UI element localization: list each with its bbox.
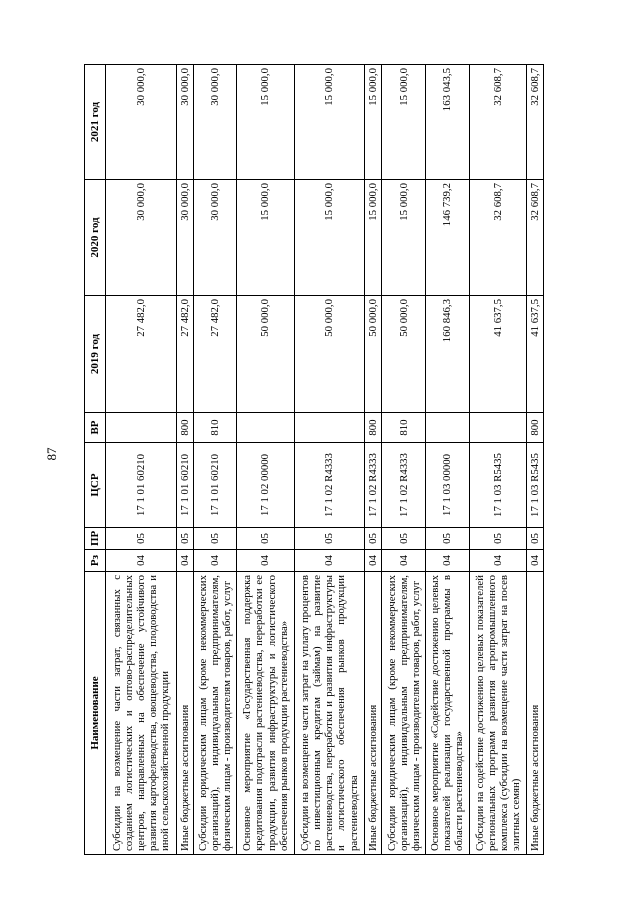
table-row	[193, 65, 237, 855]
budget-table	[84, 64, 544, 855]
table-row	[176, 65, 193, 855]
table-row	[426, 65, 470, 855]
cell-name: Иные бюджетные ассигнования	[527, 572, 544, 855]
cell-2019: 50 000,0	[237, 296, 294, 413]
cell-csr: 17 1 03 R5435	[469, 443, 526, 528]
cell-csr: 17 1 01 60210	[193, 443, 237, 528]
cell-2020: 30 000,0	[193, 180, 237, 296]
cell-2020: 15 000,0	[237, 180, 294, 296]
cell-csr: 17 1 02 R4333	[294, 443, 365, 528]
cell-vr: 800	[176, 413, 193, 443]
cell-vr: 810	[193, 413, 237, 443]
cell-2019: 27 482,0	[106, 296, 177, 413]
cell-name: Основное мероприятие «Содействие достижению целевых показателей реализации государственной программы в области растениеводства»	[426, 572, 470, 855]
header-pr: ПР	[85, 528, 106, 550]
cell-pr: 05	[469, 528, 526, 550]
cell-2019: 41 637,5	[527, 296, 544, 413]
cell-pr: 05	[382, 528, 426, 550]
cell-name: Иные бюджетные ассигнования	[176, 572, 193, 855]
table-row	[382, 65, 426, 855]
cell-pr: 05	[365, 528, 382, 550]
cell-2020: 30 000,0	[176, 180, 193, 296]
cell-rz: 04	[382, 550, 426, 572]
cell-2021: 32 608,7	[469, 65, 526, 180]
header-name: Наименование	[85, 572, 106, 855]
cell-2021: 30 000,0	[106, 65, 177, 180]
cell-pr: 05	[294, 528, 365, 550]
table-row	[237, 65, 294, 855]
cell-2019: 27 482,0	[193, 296, 237, 413]
cell-2021: 15 000,0	[382, 65, 426, 180]
cell-csr: 17 1 03 R5435	[527, 443, 544, 528]
cell-2021: 163 043,5	[426, 65, 470, 180]
cell-2019: 50 000,0	[365, 296, 382, 413]
header-vr: ВР	[85, 413, 106, 443]
cell-name: Субсидии на возмещение части затрат на уплату процентов по инвестиционным кредитам (займам) на развитие растениеводства, переработки и развития инфраструктуры и логистического обеспечения рынков продукции растениеводства	[294, 572, 365, 855]
cell-2020: 15 000,0	[294, 180, 365, 296]
table-row	[294, 65, 365, 855]
cell-vr	[237, 413, 294, 443]
cell-vr	[469, 413, 526, 443]
page-number: 87	[44, 447, 59, 461]
cell-name: Субсидии юридическим лицам (кроме некоммерческих организаций), индивидуальным предпринимателям, физическим лицам - производителям товаров, работ, услуг	[382, 572, 426, 855]
cell-rz: 04	[426, 550, 470, 572]
cell-vr	[106, 413, 177, 443]
header-2021: 2021 год	[85, 65, 106, 180]
table-row	[365, 65, 382, 855]
cell-csr: 17 1 02 00000	[237, 443, 294, 528]
cell-pr: 05	[176, 528, 193, 550]
cell-2020: 30 000,0	[106, 180, 177, 296]
cell-rz: 04	[176, 550, 193, 572]
cell-rz: 04	[294, 550, 365, 572]
cell-csr: 17 1 03 00000	[426, 443, 470, 528]
cell-2021: 32 608,7	[527, 65, 544, 180]
header-2019: 2019 год	[85, 296, 106, 413]
header-rz: Рз	[85, 550, 106, 572]
cell-pr: 05	[193, 528, 237, 550]
cell-csr: 17 1 01 60210	[176, 443, 193, 528]
cell-vr: 810	[382, 413, 426, 443]
cell-2020: 146 739,2	[426, 180, 470, 296]
cell-2019: 160 846,3	[426, 296, 470, 413]
cell-name: Субсидии юридическим лицам (кроме некоммерческих организаций), индивидуальным предпринимателям, физическим лицам - производителям товаров, работ, услуг	[193, 572, 237, 855]
cell-pr: 05	[237, 528, 294, 550]
table-row	[527, 65, 544, 855]
cell-vr	[294, 413, 365, 443]
table-row	[469, 65, 526, 855]
cell-csr: 17 1 02 R4333	[365, 443, 382, 528]
cell-2021: 15 000,0	[365, 65, 382, 180]
cell-rz: 04	[365, 550, 382, 572]
cell-2019: 41 637,5	[469, 296, 526, 413]
cell-2020: 15 000,0	[382, 180, 426, 296]
cell-rz: 04	[106, 550, 177, 572]
cell-name: Субсидии на возмещение части затрат, связанных с созданием логистических и оптово-распределительных центров, направленных на обеспечение устойчивого развития картофелеводства, овощеводства, плодоводства и иной сельскохозяйственной продукции	[106, 572, 177, 855]
cell-name: Иные бюджетные ассигнования	[365, 572, 382, 855]
cell-vr: 800	[527, 413, 544, 443]
table-header-row	[85, 65, 106, 855]
header-2020: 2020 год	[85, 180, 106, 296]
cell-2021: 30 000,0	[176, 65, 193, 180]
cell-2021: 15 000,0	[237, 65, 294, 180]
cell-2021: 30 000,0	[193, 65, 237, 180]
cell-vr	[426, 413, 470, 443]
header-csr: ЦСР	[85, 443, 106, 528]
cell-rz: 04	[193, 550, 237, 572]
cell-pr: 05	[527, 528, 544, 550]
table-row	[106, 65, 177, 855]
cell-csr: 17 1 02 R4333	[382, 443, 426, 528]
cell-vr: 800	[365, 413, 382, 443]
cell-2021: 15 000,0	[294, 65, 365, 180]
cell-2019: 50 000,0	[382, 296, 426, 413]
cell-pr: 05	[426, 528, 470, 550]
cell-2020: 32 608,7	[469, 180, 526, 296]
cell-pr: 05	[106, 528, 177, 550]
cell-2020: 15 000,0	[365, 180, 382, 296]
cell-rz: 04	[469, 550, 526, 572]
cell-name: Основное мероприятие «Государственная поддержка кредитования подотрасли растениеводства, переработки ее продукции, развития инфраструктуры и логистического обеспечения рынков продукции растениеводства»	[237, 572, 294, 855]
cell-2020: 32 608,7	[527, 180, 544, 296]
cell-rz: 04	[527, 550, 544, 572]
cell-name: Субсидии на содействие достижению целевых показателей региональных программ развития агропромышленного комплекса (субсидии на возмещение части затрат на посев элитных семян)	[469, 572, 526, 855]
rotated-page-content	[84, 65, 544, 855]
cell-csr: 17 1 01 60210	[106, 443, 177, 528]
cell-rz: 04	[237, 550, 294, 572]
cell-2019: 50 000,0	[294, 296, 365, 413]
cell-2019: 27 482,0	[176, 296, 193, 413]
